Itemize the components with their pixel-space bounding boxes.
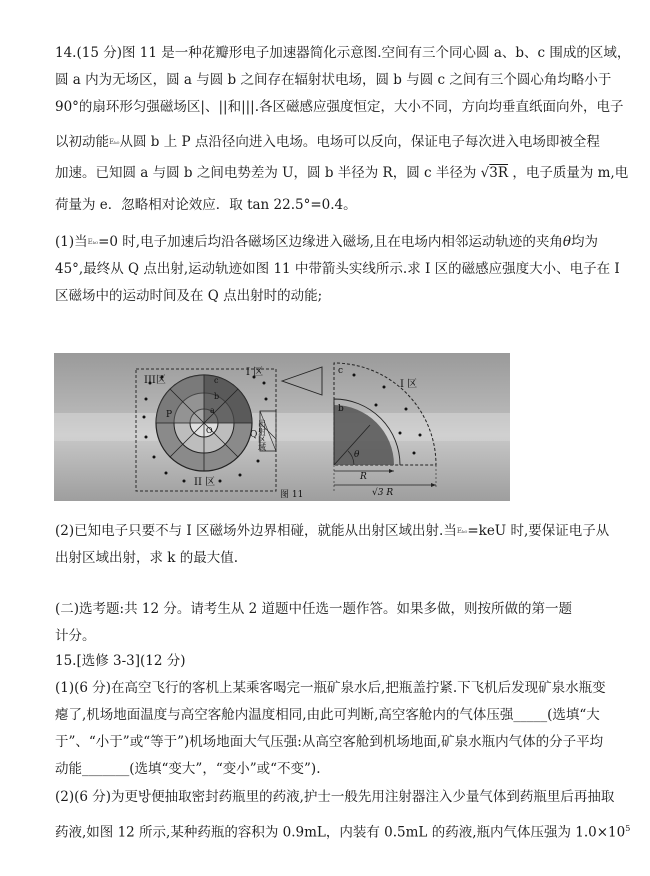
q15-heading: 15.[选修 3-3](12 分)	[55, 653, 186, 669]
ek0-symbol: Eₖ₀	[109, 138, 120, 146]
optional-section: (二)选考题:共 12 分。请考生从 2 道题中任选一题作答。如果多做，则按所做的第一题 计分。	[55, 601, 573, 644]
figure-11	[54, 353, 510, 501]
label-theta: θ	[354, 450, 360, 460]
q15-part2: (2)(6 分)为更방便抽取密封药瓶里的药液,护士一般先用注射器注入少量气体到药瓶里后再抽取	[55, 789, 615, 805]
q14-line-4: 以初动能$^{E_{k0}}$从圆 b 上 P 点沿径向进入电场。电场可以反向，保证电子每次进入电场即被全程	[55, 134, 600, 150]
q15-part2-line2: 药液,如图 12 所示,某种药瓶的容积为 0.9mL，内装有 0.5mL 的药液,瓶内气体压强为 $1.0\times 10^5$	[55, 824, 631, 841]
q14-line-6: 荷量为 e．忽略相对论效应．取 tan 22.5°=0.4。	[55, 197, 357, 213]
label-b-right: b	[338, 404, 344, 414]
q14-line-2: 圆 a 内为无场区，圆 a 与圆 b 之间存在辐射状电场，圆 b 与圆 c 之间有三个圆心角均略小于	[55, 72, 612, 88]
label-b-left: b	[214, 392, 220, 401]
label-region1-right: I 区	[400, 379, 418, 390]
label-root3r: √3 R	[372, 488, 394, 498]
label-a: a	[210, 406, 215, 415]
q14-part2: (2)已知电子只要不与 I 区磁场外边界相碰，就能从出射区域出射.当$^{E_{k0}}$=keU 时,要保证电子从 出射区域出射，求 k 的最大值.	[55, 523, 610, 566]
q15-part1: (1)(6 分)在高空飞行的客机上某乘客喝完一瓶矿泉水后,把瓶盖拧紧.下飞机后发现矿泉水瓶变 瘪了,机场地面温度与高空客舱内温度相同,由此可判断,高空客舱内的气体压强_____(选填“大 于”、“小于”或“等于”)机场地面大气压强:从高空客舱到机场地面,矿泉水瓶内气体的分子平均 动能_______(选填“变大”，“变小”或“不变”).	[55, 680, 606, 777]
label-c-right: c	[338, 366, 344, 376]
exponent: 5	[625, 824, 631, 833]
label-c-left: c	[214, 376, 219, 385]
label-region2: II 区	[194, 477, 216, 488]
q14-line-3: 90°的扇环形匀强磁场区|、||和|||.各区磁感应强度恒定，大小不同，方向均垂直纸面向外，电子	[55, 99, 624, 115]
label-region1-left: I 区	[246, 367, 264, 378]
label-outlet: 出射区域	[257, 419, 267, 451]
label-q: Q	[250, 430, 258, 440]
label-o: O	[206, 426, 213, 435]
q14-part1: (1)当$^{E_{k0}}$=0 时,电子加速后均沿各磁场区边缘进入磁场,且在电场内相邻运动轨迹的夹角θ均为 45°,最终从 Q 点出射,运动轨迹如图 11 中带箭头实线所示.求 I 区的磁感应强度大小、电子在 I 区磁场中的运动时间及在 Q 点出射时的动能;	[55, 234, 620, 304]
q14-line-1: 14.(15 分)图 11 是一种花瓣形电子加速器简化示意图.空间有三个同心圆 a、b、c 围成的区域，	[55, 45, 631, 61]
label-region3: III区	[144, 375, 166, 386]
theta-symbol: θ	[562, 234, 572, 250]
figure-11-svg	[54, 353, 510, 501]
q14-line-5: 加速。已知圆 a 与圆 b 之间电势差为 U，圆 b 半径为 R，圆 c 半径为 √3R ，电子质量为 m,电	[55, 160, 603, 187]
figure-caption: 图 11	[280, 490, 304, 500]
label-p: P	[166, 410, 173, 420]
sqrt3-symbol: √3R	[480, 165, 509, 181]
q14-intro	[55, 40, 631, 121]
label-r: R	[360, 472, 367, 482]
